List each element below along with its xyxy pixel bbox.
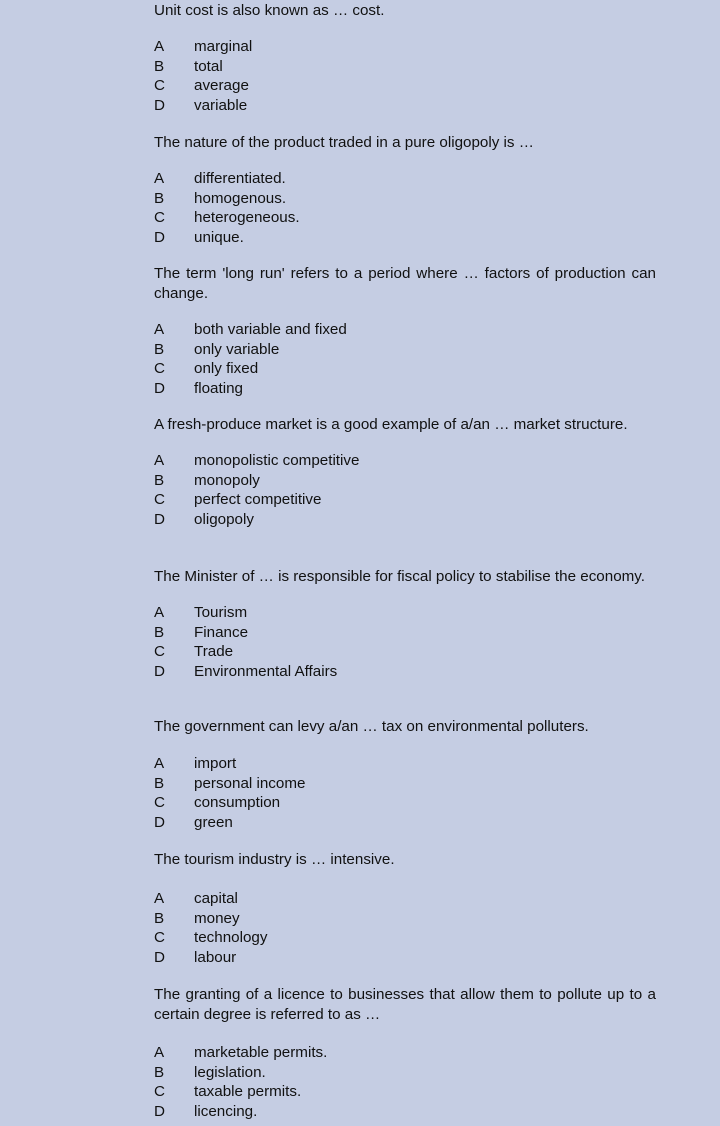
option-list: [154, 320, 656, 398]
option-text: heterogeneous.: [194, 209, 300, 226]
option-letter: B: [154, 909, 165, 927]
option-letter: C: [154, 360, 165, 377]
option-letter: B: [154, 189, 165, 207]
option-c: [154, 642, 656, 662]
option-text: taxable permits.: [194, 1083, 302, 1100]
option-letter: A: [154, 321, 165, 338]
option-d: [154, 1102, 656, 1122]
option-c: [154, 1082, 656, 1102]
option-letter: D: [154, 96, 165, 114]
option-letter: A: [154, 604, 165, 621]
option-c: [154, 928, 656, 948]
option-b: [154, 1063, 656, 1083]
question-text: The government can levy a/an … tax on environmental polluters.: [154, 718, 589, 735]
option-text: personal income: [194, 774, 306, 792]
question-text: The granting of a licence to businesses that allow them to pollute up to a certain degree is referred to as …: [154, 986, 656, 1023]
option-letter: A: [154, 1044, 165, 1061]
option-b: [154, 623, 656, 643]
option-a: [154, 603, 656, 623]
option-letter: B: [154, 57, 165, 75]
option-letter: A: [154, 38, 165, 55]
option-text: floating: [194, 379, 243, 397]
option-list: [154, 603, 656, 681]
option-text: differentiated.: [194, 170, 286, 187]
option-text: homogenous.: [194, 189, 287, 207]
option-letter: D: [154, 662, 165, 680]
option-d: [154, 662, 656, 682]
option-letter: C: [154, 794, 165, 811]
option-list: [154, 889, 656, 967]
option-letter: D: [154, 1102, 165, 1120]
option-letter: D: [154, 510, 165, 528]
option-text: monopoly: [194, 471, 260, 489]
option-letter: B: [154, 774, 165, 792]
option-text: licencing.: [194, 1102, 258, 1120]
option-b: [154, 471, 656, 491]
option-letter: C: [154, 491, 165, 508]
option-text: consumption: [194, 794, 281, 811]
option-text: average: [194, 77, 249, 94]
option-a: [154, 169, 656, 189]
option-list: [154, 169, 656, 247]
option-d: [154, 379, 656, 399]
option-b: [154, 340, 656, 360]
question-text: Unit cost is also known as … cost.: [154, 2, 385, 19]
option-a: [154, 889, 656, 909]
option-a: [154, 37, 656, 57]
option-letter: A: [154, 755, 165, 772]
option-d: [154, 510, 656, 530]
option-c: [154, 793, 656, 813]
option-text: green: [194, 813, 233, 831]
option-letter: D: [154, 948, 165, 966]
question-5: [154, 567, 656, 681]
option-text: legislation.: [194, 1063, 266, 1081]
option-d: [154, 813, 656, 833]
option-list: [154, 754, 656, 832]
option-text: Finance: [194, 623, 249, 641]
option-text: both variable and fixed: [194, 321, 347, 338]
option-list: [154, 37, 656, 115]
option-text: perfect competitive: [194, 491, 322, 508]
option-b: [154, 189, 656, 209]
question-text: The Minister of … is responsible for fiscal policy to stabilise the economy.: [154, 568, 645, 585]
question-8: [154, 985, 656, 1121]
option-text: only variable: [194, 340, 280, 358]
option-text: marketable permits.: [194, 1044, 328, 1061]
option-text: monopolistic competitive: [194, 452, 360, 469]
option-letter: C: [154, 929, 165, 946]
question-3: [154, 264, 656, 398]
option-c: [154, 208, 656, 228]
question-1: [154, 1, 656, 115]
option-b: [154, 57, 656, 77]
option-a: [154, 754, 656, 774]
question-7: [154, 850, 656, 967]
option-letter: B: [154, 340, 165, 358]
option-list: [154, 1043, 656, 1121]
question-text: A fresh-produce market is a good example of a/an … market structure.: [154, 416, 628, 433]
option-d: [154, 96, 656, 116]
option-letter: A: [154, 170, 165, 187]
option-letter: B: [154, 1063, 165, 1081]
question-4: [154, 415, 656, 529]
option-d: [154, 228, 656, 248]
option-letter: B: [154, 623, 165, 641]
option-text: oligopoly: [194, 510, 254, 528]
option-text: marginal: [194, 38, 253, 55]
option-text: variable: [194, 96, 248, 114]
option-text: unique.: [194, 228, 244, 246]
option-letter: C: [154, 643, 165, 660]
option-d: [154, 948, 656, 968]
option-letter: D: [154, 379, 165, 397]
option-text: Tourism: [194, 604, 248, 621]
option-list: [154, 451, 656, 529]
option-letter: B: [154, 471, 165, 489]
option-letter: D: [154, 228, 165, 246]
option-letter: D: [154, 813, 165, 831]
option-b: [154, 909, 656, 929]
option-a: [154, 1043, 656, 1063]
option-letter: A: [154, 890, 165, 907]
option-letter: C: [154, 1083, 165, 1100]
option-text: labour: [194, 948, 237, 966]
option-letter: C: [154, 209, 165, 226]
option-text: technology: [194, 929, 268, 946]
option-b: [154, 774, 656, 794]
option-text: Trade: [194, 643, 234, 660]
question-6: [154, 717, 656, 832]
option-a: [154, 320, 656, 340]
question-text: The tourism industry is … intensive.: [154, 851, 395, 868]
question-2: [154, 133, 656, 247]
question-text: The term 'long run' refers to a period where … factors of production can change.: [154, 265, 656, 302]
option-text: total: [194, 57, 223, 75]
option-c: [154, 76, 656, 96]
option-letter: A: [154, 452, 165, 469]
option-text: Environmental Affairs: [194, 662, 338, 680]
option-letter: C: [154, 77, 165, 94]
option-text: only fixed: [194, 360, 259, 377]
option-text: capital: [194, 890, 238, 907]
option-text: import: [194, 755, 237, 772]
option-c: [154, 359, 656, 379]
question-text: The nature of the product traded in a pure oligopoly is …: [154, 134, 534, 151]
option-a: [154, 451, 656, 471]
option-text: money: [194, 909, 240, 927]
option-c: [154, 490, 656, 510]
